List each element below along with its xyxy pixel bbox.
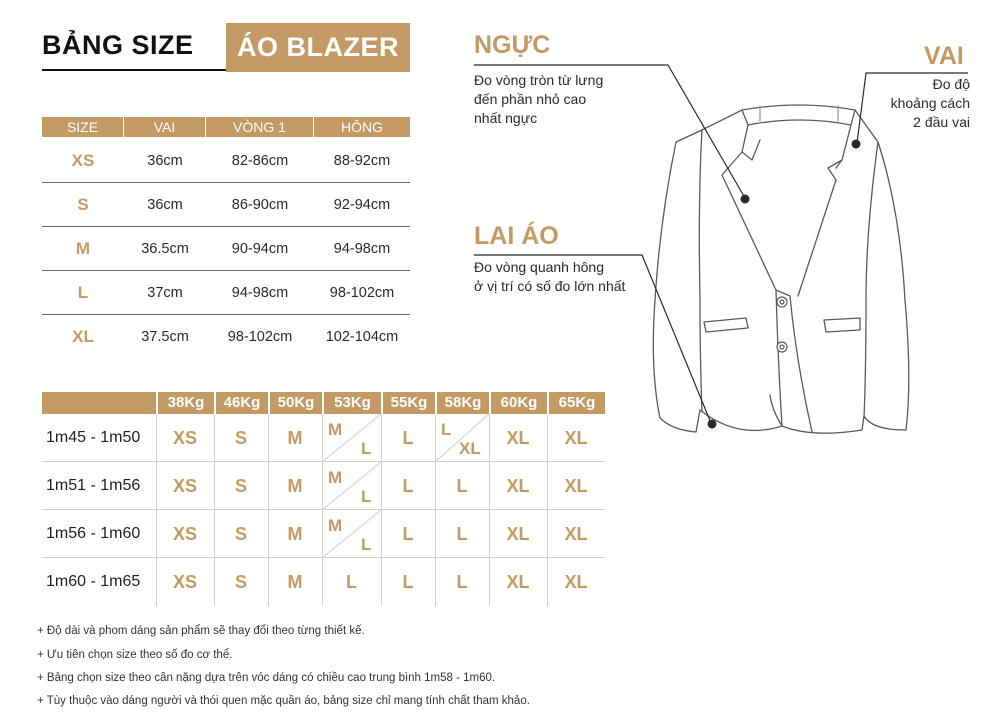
size-recommendation: M bbox=[287, 476, 303, 496]
callout-line: khoảng cách bbox=[890, 95, 970, 111]
header-vong1: VÒNG 1 bbox=[206, 117, 314, 137]
weight-header-cell: 58Kg bbox=[435, 392, 489, 414]
note-line: + Tùy thuộc vào dáng người và thói quen mặc quần áo, bảng size chỉ mang tính chất tham khảo. bbox=[37, 695, 530, 707]
header-hong: HÔNG bbox=[341, 119, 383, 135]
weight-header-cell: 53Kg bbox=[322, 392, 381, 414]
size-label: S bbox=[77, 194, 89, 214]
note-line: + Bảng chọn size theo cân nặng dựa trên vóc dáng có chiều cao trung bình 1m58 - 1m60. bbox=[37, 672, 496, 684]
grid-divider bbox=[435, 414, 436, 606]
height-label: 1m51 - 1m56 bbox=[46, 477, 141, 494]
height-label: 1m45 - 1m50 bbox=[46, 429, 141, 446]
grid-divider bbox=[268, 414, 269, 606]
callout-line: Đo vòng tròn từ lưng bbox=[474, 72, 604, 88]
vai-value: 36cm bbox=[147, 196, 183, 213]
size-recommendation: S bbox=[234, 476, 247, 496]
size-recommendation: M bbox=[287, 428, 303, 448]
hong-value: 88-92cm bbox=[333, 152, 391, 169]
size-recommendation: S bbox=[234, 524, 247, 544]
weight-header-cell: 55Kg bbox=[381, 392, 435, 414]
size-recommendation: XS bbox=[172, 572, 197, 592]
header-vai: VAI bbox=[124, 117, 206, 137]
weight-header-cell: 65Kg bbox=[547, 392, 605, 414]
size-label: XL bbox=[72, 327, 94, 346]
vai-value: 36cm bbox=[147, 152, 183, 169]
callout-nguc-title: NGỰC bbox=[474, 31, 551, 59]
size-recommendation: XL bbox=[564, 524, 588, 544]
size-recommendation: L bbox=[402, 476, 414, 496]
callout-lai-ao-desc bbox=[474, 258, 625, 296]
callout-line: Đo độ bbox=[932, 76, 970, 92]
height-label: 1m56 - 1m60 bbox=[46, 525, 141, 542]
size-label: M bbox=[75, 238, 91, 258]
weight-header-cell: 38Kg bbox=[156, 392, 214, 414]
size-recommendation: XL bbox=[564, 428, 588, 448]
size-recommendation: XL bbox=[506, 428, 530, 448]
vai-value: 36.5cm bbox=[141, 240, 189, 257]
size-option-upper: M bbox=[328, 420, 343, 439]
size-label: XS bbox=[71, 150, 95, 170]
grid-divider bbox=[489, 414, 490, 606]
vong1-value: 98-102cm bbox=[227, 329, 293, 345]
size-recommendation: XS bbox=[172, 524, 197, 544]
size-option-lower: L bbox=[361, 487, 372, 506]
size-option-upper: M bbox=[328, 516, 343, 535]
size-recommendation: L bbox=[402, 524, 414, 544]
grid-divider bbox=[214, 414, 215, 606]
callout-vai-desc bbox=[850, 75, 970, 132]
size-recommendation: S bbox=[234, 428, 247, 448]
note-line: + Độ dài và phom dáng sản phẩm sẽ thay đổi theo từng thiết kế. bbox=[37, 625, 365, 637]
size-option-lower: XL bbox=[459, 439, 481, 458]
size-recommendation: L bbox=[456, 476, 468, 496]
weight-header-cell: 60Kg bbox=[489, 392, 547, 414]
vong1-value: 94-98cm bbox=[231, 284, 289, 301]
vong1-value: 86-90cm bbox=[231, 196, 289, 213]
size-recommendation: S bbox=[234, 572, 247, 592]
size-recommendation: L bbox=[402, 428, 414, 448]
callout-line: Đo vòng quanh hông bbox=[474, 259, 604, 275]
vai-value: 37.5cm bbox=[141, 329, 189, 345]
height-label: 1m60 - 1m65 bbox=[46, 573, 141, 590]
grid-divider bbox=[156, 414, 157, 606]
size-recommendation: M bbox=[287, 572, 303, 592]
grid-divider bbox=[322, 414, 323, 606]
weight-header-cell: 46Kg bbox=[214, 392, 268, 414]
size-recommendation: L bbox=[402, 572, 414, 592]
callout-nguc-desc bbox=[474, 71, 603, 128]
hong-value: 94-98cm bbox=[333, 240, 391, 257]
size-recommendation: L bbox=[456, 524, 468, 544]
size-recommendation: XS bbox=[172, 428, 197, 448]
weight-header-cell: 50Kg bbox=[268, 392, 322, 414]
callout-line: nhất ngực bbox=[474, 110, 538, 126]
callout-line: 2 đầu vai bbox=[913, 114, 970, 130]
page-title: BẢNG SIZE bbox=[42, 30, 194, 60]
size-label: L bbox=[77, 282, 89, 302]
hong-value: 98-102cm bbox=[329, 284, 395, 301]
size-option-lower: L bbox=[361, 535, 372, 554]
size-recommendation: XL bbox=[506, 476, 530, 496]
size-option-lower: L bbox=[361, 439, 372, 458]
vai-value: 37cm bbox=[147, 284, 183, 301]
size-option-upper: M bbox=[328, 468, 343, 487]
size-recommendation: XL bbox=[564, 572, 588, 592]
callout-line: đến phần nhỏ cao bbox=[474, 91, 587, 107]
vong1-value: 90-94cm bbox=[231, 240, 289, 257]
size-recommendation: L bbox=[456, 572, 468, 592]
size-recommendation: M bbox=[287, 524, 303, 544]
size-recommendation: L bbox=[346, 572, 357, 592]
title-product-tag: ÁO BLAZER bbox=[226, 23, 410, 72]
grid-divider bbox=[547, 414, 548, 606]
size-recommendation: XL bbox=[506, 572, 530, 592]
size-recommendation: XS bbox=[172, 476, 197, 496]
header-size: SIZE bbox=[42, 117, 124, 137]
note-line: + Ưu tiên chọn size theo số đo cơ thể. bbox=[37, 649, 233, 661]
size-option-upper: L bbox=[441, 420, 452, 439]
vong1-value: 82-86cm bbox=[231, 152, 289, 169]
callout-lai-ao-title: LAI ÁO bbox=[474, 222, 559, 250]
hong-value: 92-94cm bbox=[333, 196, 391, 213]
size-recommendation: XL bbox=[506, 524, 530, 544]
callout-vai-title: VAI bbox=[924, 42, 964, 70]
hong-value: 102-104cm bbox=[325, 329, 399, 345]
grid-divider bbox=[381, 414, 382, 606]
callout-line: ở vị trí có số đo lớn nhất bbox=[474, 278, 626, 294]
size-recommendation: XL bbox=[564, 476, 588, 496]
